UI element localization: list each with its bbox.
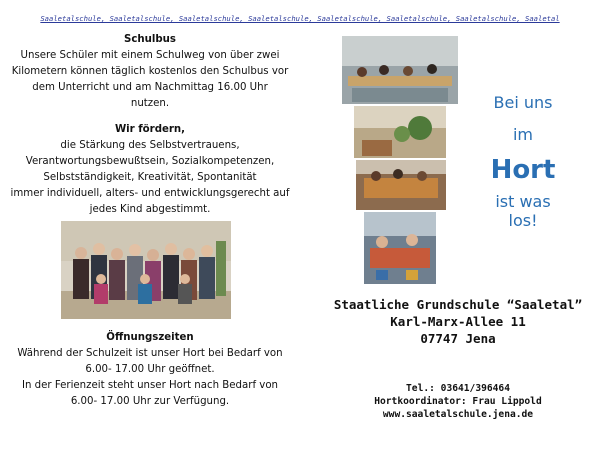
foerdern-line: jedes Kind abgestimmt. [89,204,211,215]
school-street: Karl-Marx-Allee 11 [390,314,526,329]
school-address [320,296,596,347]
top-banner: Saaletalschule, Saaletalschule, Saaletalschule, Saaletalschule, Saaletalschule, Saaletalschule, Saaletalschule, Saaletal [40,14,560,23]
foerdern-line: immer individuell, alters- und entwicklungsgerecht auf [10,188,290,199]
oeffnungszeiten-section [8,330,292,410]
schulbus-line: Kilometern können täglich kostenlos den Schulbus vor [11,66,289,77]
oeffnungszeiten-line: 6.00- 17.00 Uhr geöffnet. [85,364,215,375]
school-city: 07747 Jena [420,331,496,346]
tagline [468,92,578,230]
foerdern-heading: Wir fördern, [114,124,186,135]
contact-coordinator: Hortkoordinator: Frau Lippold [374,396,542,407]
schulbus-heading: Schulbus [124,34,176,45]
school-name: Staatliche Grundschule “Saaletal” [333,297,583,312]
contact-tel: Tel.: 03641/396464 [406,383,510,394]
oeffnungszeiten-heading: Öffnungszeiten [106,332,194,343]
foerdern-line: Selbstständigkeit, Kreativität, Spontanität [43,172,257,183]
schulbus-line: nutzen. [130,98,170,109]
foerdern-line: die Stärkung des Selbstvertrauens, [60,140,240,151]
collage-photo-classroom [342,36,458,104]
contact-info [320,382,596,421]
oeffnungszeiten-line: In der Ferienzeit steht unser Hort nach Bedarf von [21,380,279,391]
foerdern-line: Verantwortungsbewußtsein, Sozialkompetenzen, [25,156,275,167]
left-column [8,32,292,218]
contact-web: www.saaletalschule.jena.de [382,409,534,420]
schulbus-line: Unsere Schüler mit einem Schulweg von über zwei [20,50,280,61]
oeffnungszeiten-line: 6.00- 17.00 Uhr zur Verfügung. [70,396,230,407]
tagline-hort: Hort [490,155,556,185]
collage-photo-plants [354,106,446,158]
tagline-line-2: im [512,125,534,144]
team-photo [61,221,231,319]
oeffnungszeiten-line: Während der Schulzeit ist unser Hort bei Bedarf von [17,348,283,359]
tagline-line-4: ist was [495,192,551,211]
collage-photo-table [356,160,446,210]
tagline-line-5: los! [508,211,538,230]
collage-photo-crafting [364,212,436,284]
tagline-line-1: Bei uns [493,93,553,112]
photo-collage [342,36,458,284]
schulbus-line: dem Unterricht und am Nachmittag 16.00 Uhr [32,82,268,93]
